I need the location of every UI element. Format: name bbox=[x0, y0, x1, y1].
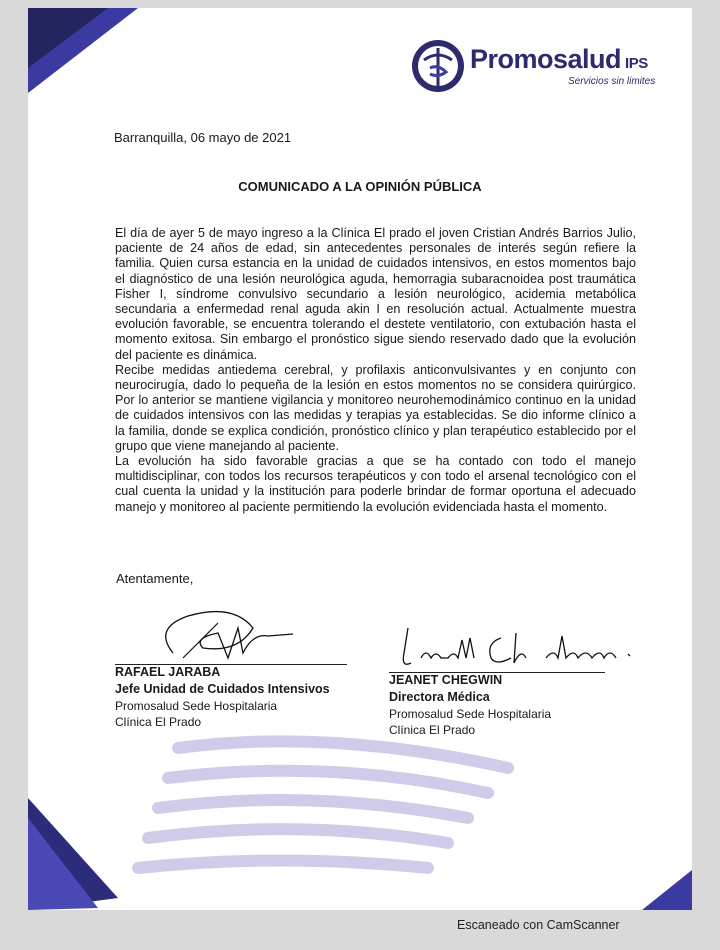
signatory-name: JEANET CHEGWIN bbox=[389, 673, 503, 687]
corner-decoration bbox=[28, 8, 148, 98]
signature-jeanet bbox=[396, 618, 636, 678]
signatory-org: Promosalud Sede Hospitalaria bbox=[115, 699, 278, 713]
logo-tagline: Servicios sin limites bbox=[568, 76, 656, 87]
signatory-name: RAFAEL JARABA bbox=[115, 665, 221, 679]
signature-rafael bbox=[143, 598, 303, 668]
wings-watermark bbox=[28, 708, 692, 910]
body-paragraph: La evolución ha sido favorable gracias a que se ha contado con todo el manejo multidisciplinar, con todos los recursos terapéuticos y con todo el arsenal tecnológico con el cual cuenta la unidad y la institución para poderle brindar de formar oportuna el adecuado manejo y monitoreo al paciente permitiendo la evolución evidenciada hasta el momento. bbox=[115, 454, 636, 514]
letter-closing: Atentamente, bbox=[116, 571, 194, 586]
body-paragraph: Recibe medidas antiedema cerebral, y profilaxis anticonvulsivantes y en conjunto con neurocirugía, dado lo pequeña de la lesión en estos momentos no se considera quirúrgico. Por lo anterior se mantiene vigilancia y monitoreo neurohemodinámico continuo en la unidad de cuidados intensivos con las medidas y terapias ya establecidas. Se dio informe clínico a la familia, donde se explica condición, pronóstico clínico y plan terapéutico establecido por el grupo que viene manejando al paciente. bbox=[115, 362, 636, 453]
signatory-role: Directora Médica bbox=[389, 690, 490, 704]
signatory-site: Clínica El Prado bbox=[389, 723, 476, 737]
signatory-block bbox=[115, 664, 330, 730]
letter-body bbox=[115, 226, 636, 515]
scanner-watermark: Escaneado con CamScanner bbox=[457, 918, 620, 932]
letter-page bbox=[28, 8, 692, 910]
signatory-role: Jefe Unidad de Cuidados Intensivos bbox=[115, 682, 330, 696]
logo-wordmark: Promosalud IPS bbox=[470, 44, 648, 74]
body-paragraph: El día de ayer 5 de mayo ingreso a la Clínica El prado el joven Cristian Andrés Barrios Julio, paciente de 24 años de edad, sin antecedentes personales de interés según refiere la familia. Quien cursa estancia en la unidad de cuidados intensivos, en estos momentos bajo el diagnóstico de una lesión neurológica aguda, hemorragia subaracnoidea post traumática Fisher I, síndrome convulsivo secundario a lesión neurológico, acidemia metabólica secundaria a enfermedad renal aguda akin I en resolución actual. Actualmente muestra evolución favorable, se encuentra tolerando el destete ventilatorio, con extubación hasta el momento exitosa. Sin embargo el pronóstico sigue siendo reservado dado que la evolución del paciente es dinámica. bbox=[115, 226, 636, 362]
letter-title: COMUNICADO A LA OPINIÓN PÚBLICA bbox=[238, 179, 482, 194]
corner-decoration bbox=[622, 850, 692, 910]
caduceus-icon bbox=[410, 38, 470, 98]
signatory-block bbox=[389, 672, 551, 738]
promosalud-logo bbox=[410, 38, 670, 98]
letter-date: Barranquilla, 06 mayo de 2021 bbox=[114, 130, 292, 145]
signatory-org: Promosalud Sede Hospitalaria bbox=[389, 707, 552, 721]
signatory-site: Clínica El Prado bbox=[115, 715, 202, 729]
